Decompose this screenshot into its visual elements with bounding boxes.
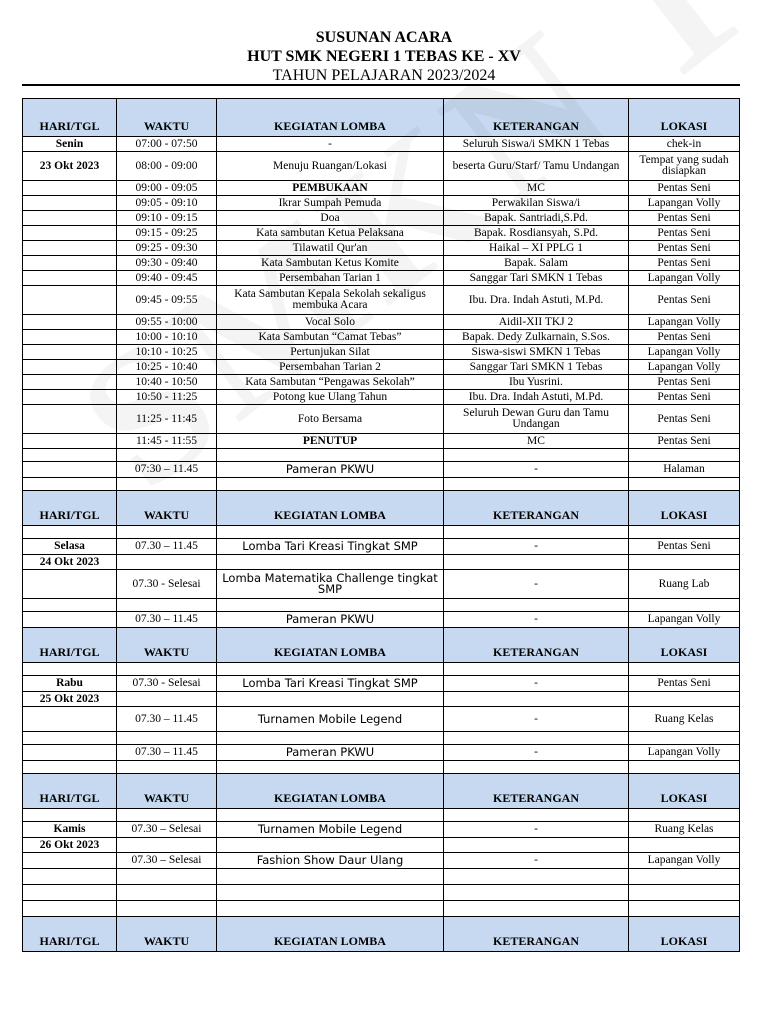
cell-lokasi: Lapangan Volly bbox=[629, 853, 740, 869]
col-keterangan: KETERANGAN bbox=[444, 774, 629, 809]
table-row-empty bbox=[23, 885, 740, 901]
cell-kegiatan: Turnamen Mobile Legend bbox=[217, 822, 444, 838]
cell-lokasi: Pentas Seni bbox=[629, 676, 740, 692]
table-row bbox=[23, 822, 740, 838]
cell-keterangan: - bbox=[444, 822, 629, 838]
document-header bbox=[0, 28, 768, 85]
table-row bbox=[23, 226, 740, 241]
col-kegiatan: KEGIATAN LOMBA bbox=[217, 628, 444, 663]
cell-kegiatan: Persembahan Tarian 2 bbox=[217, 360, 444, 375]
table-header-row bbox=[23, 628, 740, 663]
table-row bbox=[23, 462, 740, 478]
table-header-row bbox=[23, 99, 740, 137]
cell-keterangan: - bbox=[444, 745, 629, 761]
cell-kegiatan: Kata Sambutan Ketus Komite bbox=[217, 256, 444, 271]
cell-waktu: 09:45 - 09:55 bbox=[117, 286, 217, 315]
schedule-table bbox=[22, 98, 740, 952]
title-line-2: HUT SMK NEGERI 1 TEBAS KE - XV bbox=[247, 48, 521, 65]
table-row-empty bbox=[23, 901, 740, 917]
cell-keterangan: Bapak. Rosdiansyah, S.Pd. bbox=[444, 226, 629, 241]
cell-kegiatan: Pameran PKWU bbox=[217, 462, 444, 478]
cell-lokasi: Lapangan Volly bbox=[629, 271, 740, 286]
cell-keterangan: Ibu Yusrini. bbox=[444, 375, 629, 390]
table-row bbox=[23, 286, 740, 315]
cell-keterangan: Aidil-XII TKJ 2 bbox=[444, 315, 629, 330]
cell-kegiatan: Kata sambutan Ketua Pelaksana bbox=[217, 226, 444, 241]
cell-keterangan: Sanggar Tari SMKN 1 Tebas bbox=[444, 271, 629, 286]
cell-kegiatan: Lomba Tari Kreasi Tingkat SMP bbox=[217, 539, 444, 555]
table-row bbox=[23, 360, 740, 375]
cell-lokasi: Lapangan Volly bbox=[629, 315, 740, 330]
col-kegiatan: KEGIATAN LOMBA bbox=[217, 491, 444, 526]
cell-waktu: 07.30 – Selesai bbox=[117, 853, 217, 869]
cell-waktu: 10:25 - 10:40 bbox=[117, 360, 217, 375]
table-row bbox=[23, 676, 740, 692]
cell-keterangan: Seluruh Dewan Guru dan Tamu Undangan bbox=[444, 405, 629, 434]
col-kegiatan: KEGIATAN LOMBA bbox=[217, 917, 444, 952]
cell-keterangan: Bapak. Salam bbox=[444, 256, 629, 271]
table-row-empty bbox=[23, 526, 740, 539]
day-date: 23 Okt 2023 bbox=[23, 152, 117, 181]
cell-keterangan: - bbox=[444, 707, 629, 732]
cell-lokasi: Ruang Lab bbox=[629, 570, 740, 599]
day-name: Kamis bbox=[23, 822, 117, 838]
col-hari-tgl: HARI/TGL bbox=[23, 628, 117, 663]
table-row bbox=[23, 745, 740, 761]
cell-lokasi: Pentas Seni bbox=[629, 181, 740, 196]
table-row bbox=[23, 211, 740, 226]
cell-lokasi: chek-in bbox=[629, 137, 740, 152]
cell-keterangan: Siswa-siswi SMKN 1 Tebas bbox=[444, 345, 629, 360]
cell-lokasi: Pentas Seni bbox=[629, 226, 740, 241]
table-row-empty bbox=[23, 449, 740, 462]
day-date: 25 Okt 2023 bbox=[23, 692, 117, 707]
cell-lokasi: Ruang Kelas bbox=[629, 707, 740, 732]
cell-keterangan: Bapak. Santriadi,S.Pd. bbox=[444, 211, 629, 226]
cell-kegiatan: PENUTUP bbox=[217, 434, 444, 449]
col-hari-tgl: HARI/TGL bbox=[23, 99, 117, 137]
cell-lokasi: Ruang Kelas bbox=[629, 822, 740, 838]
cell-keterangan: MC bbox=[444, 434, 629, 449]
day-name: Selasa bbox=[23, 539, 117, 555]
cell-kegiatan: Lomba Tari Kreasi Tingkat SMP bbox=[217, 676, 444, 692]
col-keterangan: KETERANGAN bbox=[444, 491, 629, 526]
cell-lokasi: Lapangan Volly bbox=[629, 345, 740, 360]
table-row bbox=[23, 315, 740, 330]
cell-lokasi: Lapangan Volly bbox=[629, 360, 740, 375]
col-waktu: WAKTU bbox=[117, 628, 217, 663]
cell-lokasi: Pentas Seni bbox=[629, 256, 740, 271]
title-line-1: SUSUNAN ACARA bbox=[315, 29, 453, 46]
cell-kegiatan: Pameran PKWU bbox=[217, 612, 444, 628]
col-keterangan: KETERANGAN bbox=[444, 99, 629, 137]
cell-kegiatan: - bbox=[217, 137, 444, 152]
cell-keterangan: - bbox=[444, 612, 629, 628]
col-kegiatan: KEGIATAN LOMBA bbox=[217, 774, 444, 809]
cell-kegiatan: Menuju Ruangan/Lokasi bbox=[217, 152, 444, 181]
col-lokasi: LOKASI bbox=[629, 99, 740, 137]
cell-keterangan: - bbox=[444, 676, 629, 692]
cell-kegiatan: Vocal Solo bbox=[217, 315, 444, 330]
cell-kegiatan: Kata Sambutan Kepala Sekolah sekaligus membuka Acara bbox=[217, 286, 444, 315]
cell-kegiatan: PEMBUKAAN bbox=[217, 181, 444, 196]
table-row bbox=[23, 570, 740, 599]
table-row bbox=[23, 330, 740, 345]
table-row bbox=[23, 181, 740, 196]
table-row-empty bbox=[23, 732, 740, 745]
cell-waktu: 09:00 - 09:05 bbox=[117, 181, 217, 196]
cell-waktu: 08:00 - 09:00 bbox=[117, 152, 217, 181]
cell-kegiatan: Fashion Show Daur Ulang bbox=[217, 853, 444, 869]
col-lokasi: LOKASI bbox=[629, 491, 740, 526]
cell-waktu: 07.30 – Selesai bbox=[117, 822, 217, 838]
cell-lokasi: Pentas Seni bbox=[629, 375, 740, 390]
cell-lokasi: Halaman bbox=[629, 462, 740, 478]
cell-waktu: 09:40 - 09:45 bbox=[117, 271, 217, 286]
col-lokasi: LOKASI bbox=[629, 628, 740, 663]
cell-keterangan: - bbox=[444, 462, 629, 478]
table-row-empty bbox=[23, 478, 740, 491]
table-header-row bbox=[23, 917, 740, 952]
cell-waktu: 11:25 - 11:45 bbox=[117, 405, 217, 434]
cell-waktu: 07:30 – 11.45 bbox=[117, 462, 217, 478]
col-waktu: WAKTU bbox=[117, 99, 217, 137]
cell-keterangan: Bapak. Dedy Zulkarnain, S.Sos. bbox=[444, 330, 629, 345]
cell-kegiatan: Potong kue Ulang Tahun bbox=[217, 390, 444, 405]
cell-keterangan: Haikal – XI PPLG 1 bbox=[444, 241, 629, 256]
cell-kegiatan: Persembahan Tarian 1 bbox=[217, 271, 444, 286]
cell-lokasi: Lapangan Volly bbox=[629, 196, 740, 211]
table-row-empty bbox=[23, 663, 740, 676]
cell-lokasi: Pentas Seni bbox=[629, 390, 740, 405]
cell-kegiatan: Tilawatil Qur'an bbox=[217, 241, 444, 256]
cell-waktu: 07.30 - Selesai bbox=[117, 676, 217, 692]
table-row bbox=[23, 555, 740, 570]
col-lokasi: LOKASI bbox=[629, 917, 740, 952]
cell-waktu: 09:55 - 10:00 bbox=[117, 315, 217, 330]
cell-lokasi: Pentas Seni bbox=[629, 241, 740, 256]
table-row bbox=[23, 196, 740, 211]
table-row bbox=[23, 345, 740, 360]
table-row-empty bbox=[23, 599, 740, 612]
table-row bbox=[23, 838, 740, 853]
cell-keterangan: Seluruh Siswa/i SMKN 1 Tebas bbox=[444, 137, 629, 152]
table-header-row bbox=[23, 491, 740, 526]
cell-waktu: 09:30 - 09:40 bbox=[117, 256, 217, 271]
table-row bbox=[23, 241, 740, 256]
table-row bbox=[23, 271, 740, 286]
cell-waktu: 07.30 - Selesai bbox=[117, 570, 217, 599]
cell-kegiatan: Ikrar Sumpah Pemuda bbox=[217, 196, 444, 211]
table-row bbox=[23, 539, 740, 555]
col-hari-tgl: HARI/TGL bbox=[23, 491, 117, 526]
cell-keterangan: Perwakilan Siswa/i bbox=[444, 196, 629, 211]
cell-lokasi: Pentas Seni bbox=[629, 539, 740, 555]
table-row bbox=[23, 405, 740, 434]
table-header-row bbox=[23, 774, 740, 809]
cell-lokasi: Lapangan Volly bbox=[629, 612, 740, 628]
cell-keterangan: Ibu. Dra. Indah Astuti, M.Pd. bbox=[444, 286, 629, 315]
cell-kegiatan: Pertunjukan Silat bbox=[217, 345, 444, 360]
cell-keterangan: - bbox=[444, 853, 629, 869]
cell-keterangan: Sanggar Tari SMKN 1 Tebas bbox=[444, 360, 629, 375]
cell-waktu: 07.30 – 11.45 bbox=[117, 745, 217, 761]
cell-keterangan: - bbox=[444, 570, 629, 599]
col-waktu: WAKTU bbox=[117, 491, 217, 526]
cell-lokasi: Pentas Seni bbox=[629, 330, 740, 345]
table-row-empty bbox=[23, 761, 740, 774]
cell-waktu: 09:05 - 09:10 bbox=[117, 196, 217, 211]
cell-kegiatan: Kata Sambutan “Pengawas Sekolah” bbox=[217, 375, 444, 390]
table-row bbox=[23, 707, 740, 732]
cell-kegiatan: Doa bbox=[217, 211, 444, 226]
table-row bbox=[23, 256, 740, 271]
cell-lokasi: Lapangan Volly bbox=[629, 745, 740, 761]
cell-waktu: 09:10 - 09:15 bbox=[117, 211, 217, 226]
cell-waktu: 09:15 - 09:25 bbox=[117, 226, 217, 241]
table-row bbox=[23, 375, 740, 390]
cell-keterangan: Ibu. Dra. Indah Astuti, M.Pd. bbox=[444, 390, 629, 405]
col-waktu: WAKTU bbox=[117, 917, 217, 952]
cell-waktu: 11:45 - 11:55 bbox=[117, 434, 217, 449]
cell-keterangan: MC bbox=[444, 181, 629, 196]
col-waktu: WAKTU bbox=[117, 774, 217, 809]
table-row bbox=[23, 390, 740, 405]
day-date: 26 Okt 2023 bbox=[23, 838, 117, 853]
cell-waktu: 10:40 - 10:50 bbox=[117, 375, 217, 390]
cell-kegiatan: Lomba Matematika Challenge tingkat SMP bbox=[217, 570, 444, 599]
table-row bbox=[23, 692, 740, 707]
table-row bbox=[23, 137, 740, 152]
cell-kegiatan: Kata Sambutan “Camat Tebas” bbox=[217, 330, 444, 345]
col-keterangan: KETERANGAN bbox=[444, 917, 629, 952]
cell-kegiatan: Turnamen Mobile Legend bbox=[217, 707, 444, 732]
cell-waktu: 07.30 – 11.45 bbox=[117, 707, 217, 732]
col-lokasi: LOKASI bbox=[629, 774, 740, 809]
table-row bbox=[23, 434, 740, 449]
cell-lokasi: Pentas Seni bbox=[629, 286, 740, 315]
table-row-empty bbox=[23, 869, 740, 885]
table-row bbox=[23, 612, 740, 628]
table-row bbox=[23, 853, 740, 869]
cell-waktu: 10:50 - 11:25 bbox=[117, 390, 217, 405]
cell-keterangan: - bbox=[444, 539, 629, 555]
cell-lokasi: Pentas Seni bbox=[629, 211, 740, 226]
cell-waktu: 10:00 - 10:10 bbox=[117, 330, 217, 345]
cell-waktu: 09:25 - 09:30 bbox=[117, 241, 217, 256]
cell-waktu: 07.30 – 11.45 bbox=[117, 539, 217, 555]
cell-lokasi: Pentas Seni bbox=[629, 434, 740, 449]
cell-kegiatan: Pameran PKWU bbox=[217, 745, 444, 761]
col-hari-tgl: HARI/TGL bbox=[23, 917, 117, 952]
cell-waktu: 10:10 - 10:25 bbox=[117, 345, 217, 360]
cell-kegiatan: Foto Bersama bbox=[217, 405, 444, 434]
cell-waktu: 07.30 – 11.45 bbox=[117, 612, 217, 628]
day-name: Rabu bbox=[23, 676, 117, 692]
day-date: 24 Okt 2023 bbox=[23, 555, 117, 570]
col-hari-tgl: HARI/TGL bbox=[23, 774, 117, 809]
col-keterangan: KETERANGAN bbox=[444, 628, 629, 663]
cell-waktu: 07:00 - 07:50 bbox=[117, 137, 217, 152]
cell-lokasi: Tempat yang sudah disiapkan bbox=[629, 152, 740, 181]
cell-keterangan: beserta Guru/Starf/ Tamu Undangan bbox=[444, 152, 629, 181]
header-rule bbox=[22, 84, 740, 86]
table-row bbox=[23, 152, 740, 181]
title-line-3: TAHUN PELAJARAN 2023/2024 bbox=[272, 67, 496, 84]
col-kegiatan: KEGIATAN LOMBA bbox=[217, 99, 444, 137]
day-name: Senin bbox=[23, 137, 117, 152]
cell-lokasi: Pentas Seni bbox=[629, 405, 740, 434]
table-row-empty bbox=[23, 809, 740, 822]
